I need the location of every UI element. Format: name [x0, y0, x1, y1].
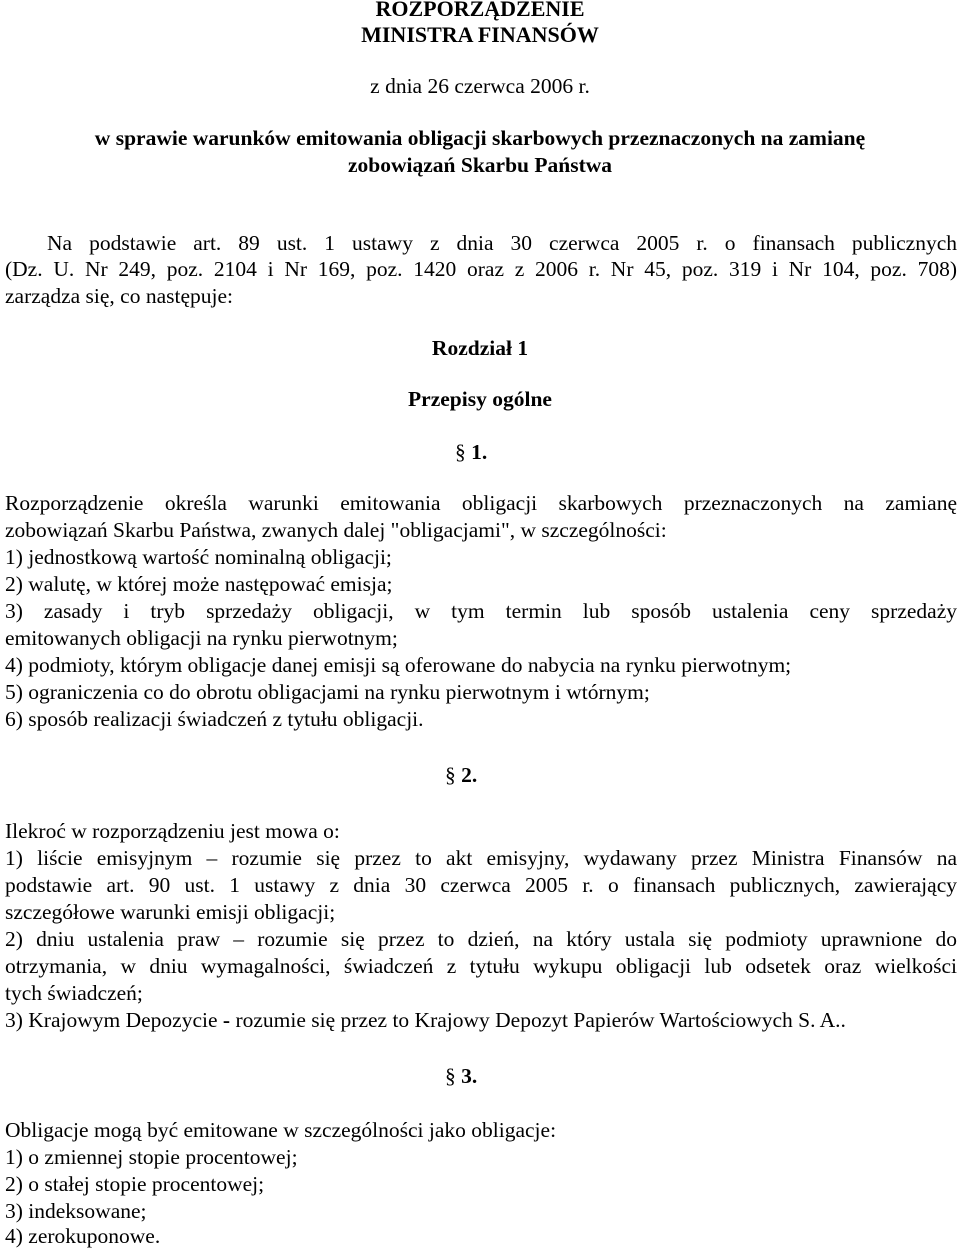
section-2-item3-pre: 3) Krajowym Depozycie [5, 1008, 223, 1032]
section-sign-icon: § [445, 1064, 456, 1088]
document-title-line1: ROZPORZĄDZENIE [375, 0, 585, 21]
section-2-item3-dash: - [222, 1008, 231, 1032]
section-3-item2: 2) o stałej stopie procentowej; [5, 1172, 265, 1196]
document-title-line2: MINISTRA FINANSÓW [361, 22, 599, 47]
section-1-number: 1. [471, 440, 488, 464]
section-2-intro: Ilekroć w rozporządzeniu jest mowa o: [5, 819, 340, 843]
chapter-title: Przepisy ogólne [408, 387, 552, 411]
document-subject-line2: zobowiązań Skarbu Państwa [347, 153, 612, 177]
section-2-item2-line1: 2) dniu ustalenia praw – rozumie się przez to dzień, na który ustala się podmioty uprawnione do [5, 927, 957, 951]
section-2-item2-line3: tych świadczeń; [5, 981, 143, 1005]
section-2-marker [445, 762, 505, 788]
section-3-item4: 4) zerokuponowe. [5, 1224, 161, 1248]
section-3-marker [445, 1063, 505, 1089]
section-2-number: 2. [461, 763, 478, 787]
section-1-item3-line2: emitowanych obligacji na rynku pierwotnym; [5, 626, 398, 650]
section-2-item1-line3: szczegółowe warunki emisji obligacji; [5, 900, 336, 924]
chapter-label: Rozdział 1 [431, 336, 529, 360]
section-1-item3-line1: 3) zasady i tryb sprzedaży obligacji, w tym termin lub sposób ustalenia ceny sprzedaży [5, 599, 957, 623]
section-1-item1: 1) jednostkową wartość nominalną obligacji; [5, 545, 392, 569]
section-sign-icon: § [455, 440, 466, 464]
section-3-item1: 1) o zmiennej stopie procentowej; [5, 1145, 298, 1169]
preamble-line3: zarządza się, co następuje: [5, 284, 234, 308]
section-2-item3-post: rozumie się przez to Krajowy Depozyt Papierów Wartościowych S. A.. [230, 1008, 846, 1032]
section-1-item5: 5) ograniczenia co do obrotu obligacjami na rynku pierwotnym i wtórnym; [5, 680, 650, 704]
section-sign-icon: § [445, 763, 456, 787]
section-3-intro: Obligacje mogą być emitowane w szczególności jako obligacje: [5, 1118, 557, 1142]
preamble-line2: (Dz. U. Nr 249, poz. 2104 i Nr 169, poz. 1420 oraz z 2006 r. Nr 45, poz. 319 i Nr 104, poz. 708) [5, 257, 957, 281]
section-1-intro-line2: zobowiązań Skarbu Państwa, zwanych dalej "obligacjami", w szczególności: [5, 518, 667, 542]
section-1-item6: 6) sposób realizacji świadczeń z tytułu obligacji. [5, 707, 424, 731]
section-2-item1-line2: podstawie art. 90 ust. 1 ustawy z dnia 30 czerwca 2005 r. o finansach publicznych, zawierający [5, 873, 957, 897]
section-2-item1-line1: 1) liście emisyjnym – rozumie się przez to akt emisyjny, wydawany przez Ministra Finansów na [5, 846, 957, 870]
document-subject-line1: w sprawie warunków emitowania obligacji skarbowych przeznaczonych na zamianę [94, 126, 866, 150]
section-1-intro-line1: Rozporządzenie określa warunki emitowania obligacji skarbowych przeznaczonych na zamianę [5, 491, 957, 515]
section-1-marker [455, 439, 515, 465]
section-1-item4: 4) podmioty, którym obligacje danej emisji są oferowane do nabycia na rynku pierwotnym; [5, 653, 792, 677]
section-1-item2: 2) walutę, w której może następować emisja; [5, 572, 393, 596]
section-3-item3: 3) indeksowane; [5, 1199, 147, 1223]
preamble-line1: Na podstawie art. 89 ust. 1 ustawy z dnia 30 czerwca 2005 r. o finansach publicznych [47, 231, 957, 255]
section-2-item2-line2: otrzymania, w dniu wymagalności, świadczeń z tytułu wykupu obligacji lub odsetek oraz wielkości [5, 954, 957, 978]
document-date: z dnia 26 czerwca 2006 r. [370, 74, 590, 98]
section-3-number: 3. [461, 1064, 478, 1088]
section-2-item3 [5, 1007, 957, 1033]
